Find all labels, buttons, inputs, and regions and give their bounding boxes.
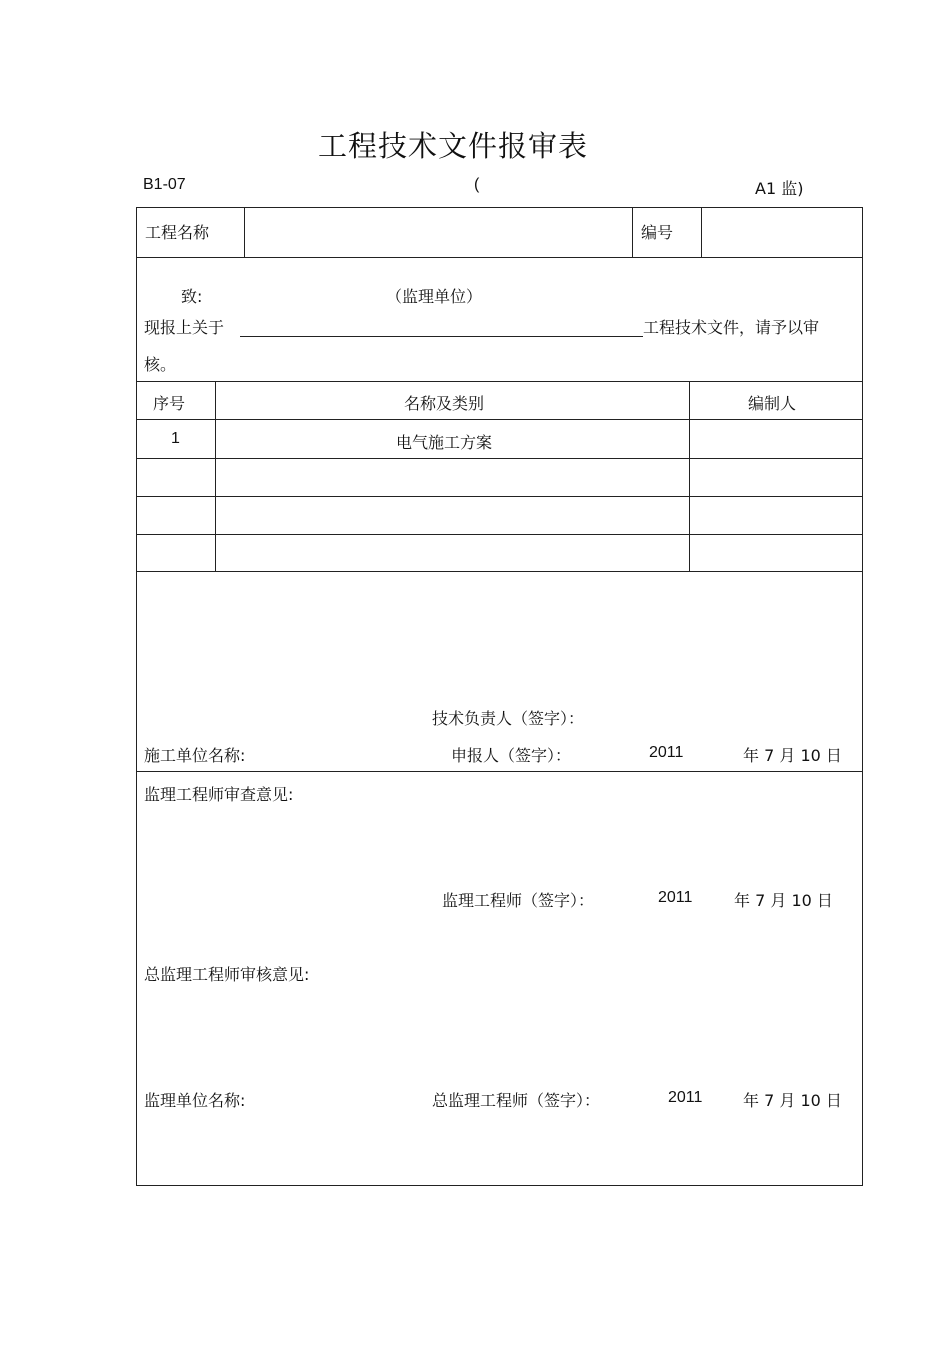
header-paren: ( bbox=[474, 176, 480, 193]
contractor-date-year: 2011 bbox=[649, 744, 684, 761]
report-subject-underline bbox=[240, 336, 643, 337]
chief-opinion-label: 总监理工程师审核意见: bbox=[144, 965, 310, 984]
supervision-unit-label: 监理单位名称: bbox=[144, 1091, 246, 1110]
report-prefix: 现报上关于 bbox=[144, 318, 225, 337]
project-name-value[interactable] bbox=[252, 220, 622, 242]
chief-date-rest: 年 7 月 10 日 bbox=[743, 1091, 842, 1110]
page-title: 工程技术文件报审表 bbox=[318, 129, 589, 163]
applicant-sign-label: 申报人（签字）： bbox=[451, 746, 572, 765]
supervisor-sign-label: 监理工程师（签字）： bbox=[442, 891, 595, 910]
col-header-author: 编制人 bbox=[748, 394, 797, 413]
supervisor-opinion-label: 监理工程师审查意见: bbox=[144, 785, 294, 804]
contractor-unit-label: 施工单位名称: bbox=[144, 746, 246, 765]
report-tail: 核。 bbox=[144, 355, 177, 374]
form-code: B1-07 bbox=[143, 176, 186, 193]
col-header-name: 名称及类别 bbox=[404, 394, 485, 413]
supervisor-date-rest: 年 7 月 10 日 bbox=[734, 891, 833, 910]
report-subject[interactable] bbox=[242, 313, 642, 335]
supervisor-date-year: 2011 bbox=[658, 889, 693, 906]
col-header-no: 序号 bbox=[153, 394, 186, 413]
tech-lead-sign-label: 技术负责人（签字）： bbox=[432, 709, 585, 728]
contractor-date-rest: 年 7 月 10 日 bbox=[743, 746, 842, 765]
row-no: 1 bbox=[171, 430, 180, 447]
report-suffix: 工程技术文件，请予以审 bbox=[643, 318, 820, 337]
to-label: 致: bbox=[181, 287, 203, 306]
project-number-value[interactable] bbox=[710, 220, 855, 242]
chief-date-year: 2011 bbox=[668, 1089, 703, 1106]
chief-sign-label: 总监理工程师（签字）： bbox=[432, 1091, 601, 1110]
project-name-label: 工程名称 bbox=[145, 223, 210, 242]
row-name: 电气施工方案 bbox=[396, 433, 493, 452]
supervision-unit: （监理单位） bbox=[386, 287, 483, 306]
form-category: A1 监) bbox=[755, 179, 804, 198]
project-number-label: 编号 bbox=[641, 223, 674, 242]
